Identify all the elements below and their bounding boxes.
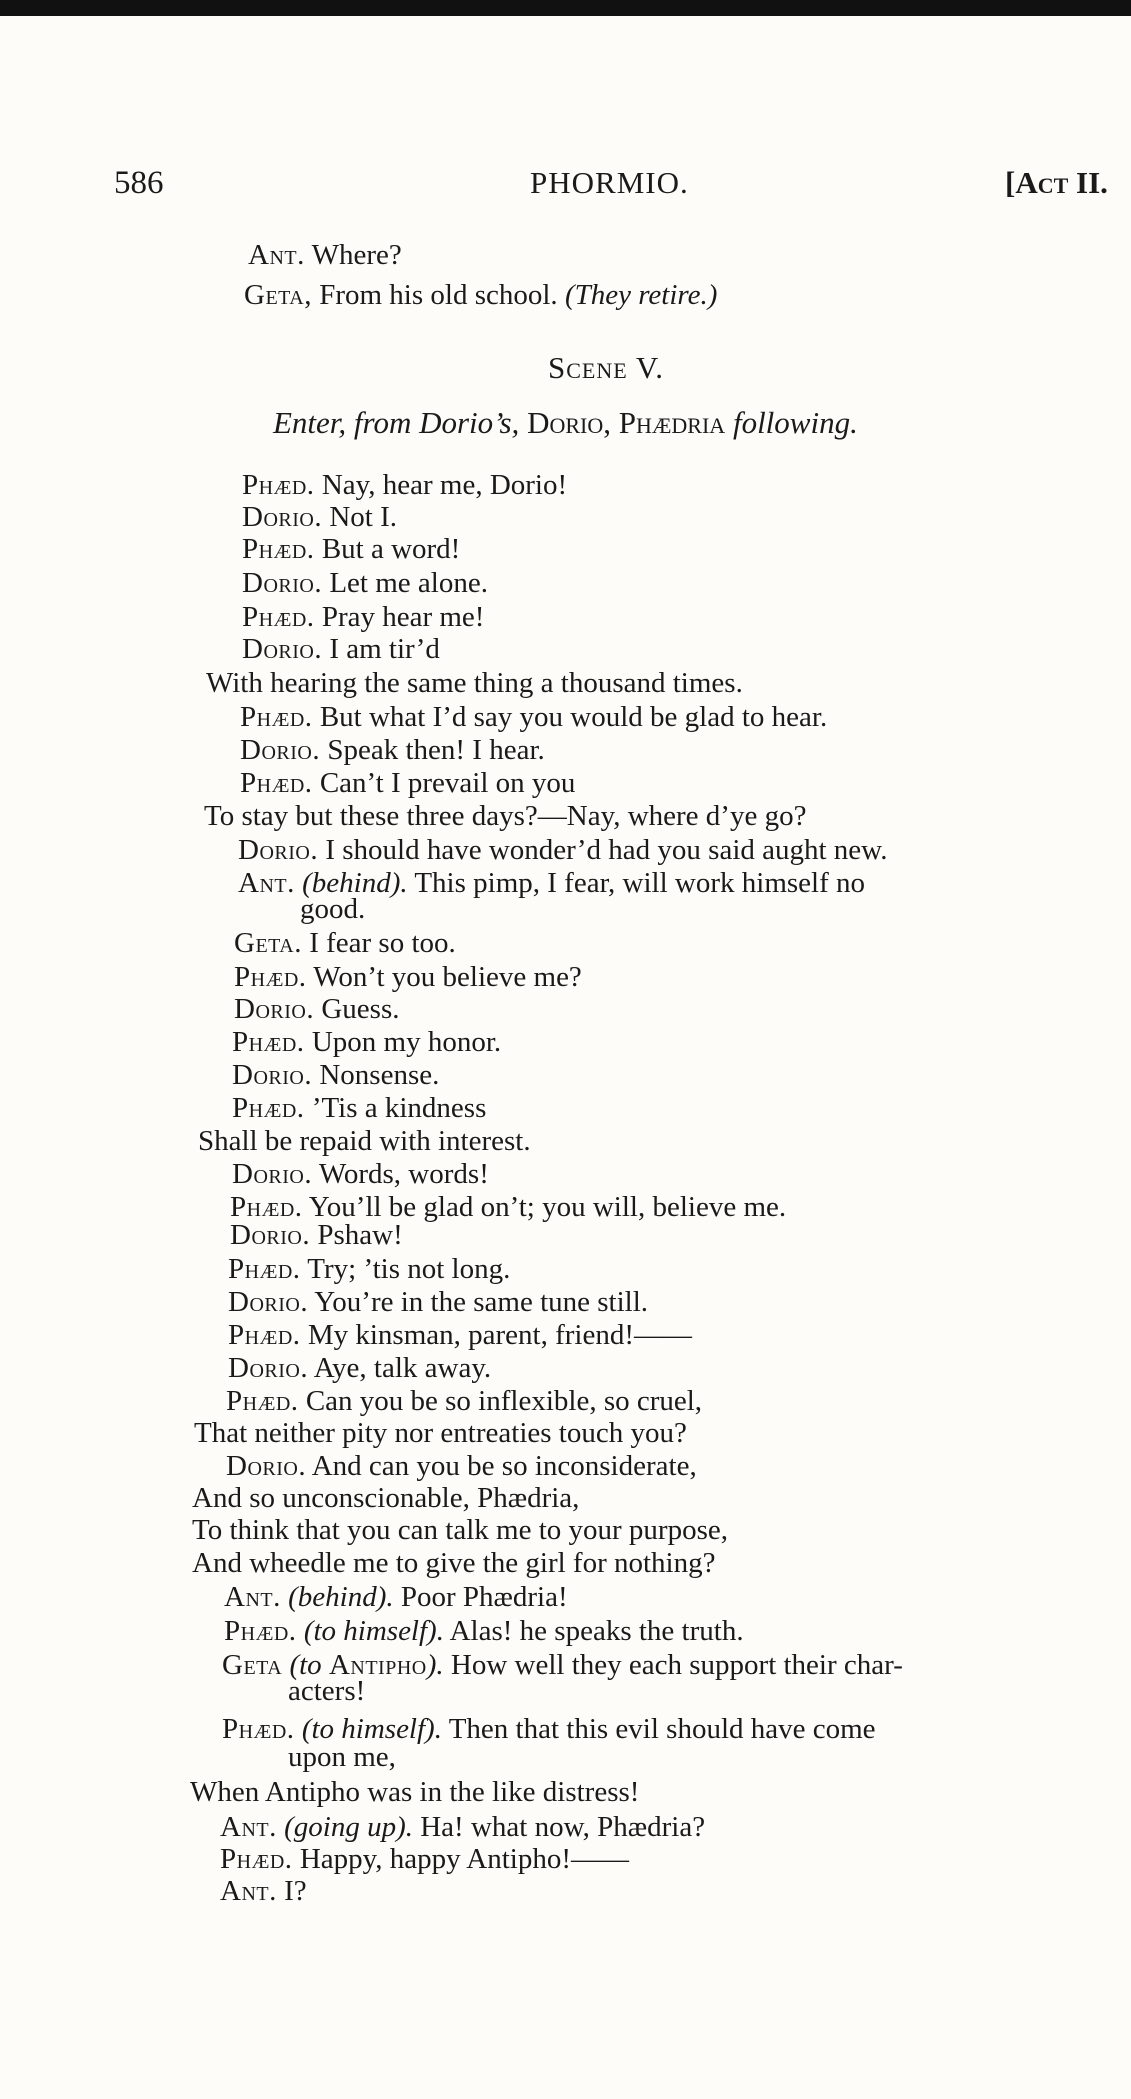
speaker-name: Geta	[222, 1649, 283, 1681]
dialogue-line	[224, 1580, 568, 1614]
dialogue-line	[228, 1285, 648, 1319]
speaker-name: Phæd.	[242, 601, 315, 633]
stage-direction: (behind).	[280, 1581, 394, 1613]
line-text: But a word!	[314, 533, 461, 565]
dialogue-line	[220, 1810, 705, 1844]
dialogue-line	[206, 666, 743, 700]
speaker-name: Ant.	[238, 867, 295, 899]
stage-direction: ).	[426, 1649, 444, 1681]
line-text: Where?	[304, 239, 402, 271]
line-text: Ha! what now, Phædria?	[412, 1811, 706, 1843]
speaker-name: Phæd.	[222, 1713, 295, 1745]
speaker-name: Dorio.	[228, 1352, 309, 1384]
dialogue-line	[240, 733, 545, 767]
line-text: I should have wonder’d had you said aught new.	[318, 834, 888, 866]
speaker-name: Geta.	[234, 927, 302, 959]
line-text: Pshaw!	[310, 1219, 403, 1251]
dialogue-line	[234, 960, 582, 994]
dialogue-line	[190, 1775, 639, 1809]
dialogue-line	[220, 1874, 307, 1908]
line-text: Speak then! I hear.	[320, 734, 545, 766]
speaker-name: Dorio.	[232, 1158, 313, 1190]
scene-heading: Scene V.	[548, 350, 665, 385]
speaker-name: Phæd.	[228, 1319, 301, 1351]
speaker-name: Phæd.	[220, 1843, 293, 1875]
line-text: Upon my honor.	[304, 1026, 502, 1058]
speaker-name: Dorio.	[238, 834, 319, 866]
line-text: good.	[300, 893, 366, 925]
line-text: Nay, hear me, Dorio!	[314, 469, 568, 501]
act-marker: [Act II.	[1005, 165, 1108, 200]
line-text: To think that you can talk me to your purpose,	[192, 1514, 728, 1546]
line-text: How well they each support their char-	[443, 1649, 903, 1681]
line-text: Try; ’tis not long.	[300, 1253, 511, 1285]
line-text: My kinsman, parent, friend!——	[300, 1319, 692, 1351]
dialogue-line	[240, 700, 827, 734]
line-text: Can you be so inflexible, so cruel,	[298, 1385, 703, 1417]
line-text: upon me,	[288, 1741, 396, 1773]
speaker-name: Antipho	[328, 1649, 427, 1681]
line-text: Can’t I prevail on you	[312, 767, 576, 799]
dialogue-line	[228, 1351, 491, 1385]
line-text: Shall be repaid with interest.	[198, 1125, 531, 1157]
line-text: That neither pity nor entreaties touch you?	[194, 1417, 687, 1449]
speaker-name: Dorio.	[234, 993, 315, 1025]
speaker-name: Phæd.	[232, 1026, 305, 1058]
line-text: Pray hear me!	[314, 601, 485, 633]
line-text: acters!	[288, 1675, 366, 1707]
speaker-name: Phæd.	[240, 767, 313, 799]
dialogue-line	[230, 1218, 403, 1252]
dialogue-line	[234, 992, 399, 1026]
dialogue-line	[228, 1318, 692, 1352]
dialogue-line	[232, 1025, 501, 1059]
dialogue-line	[240, 766, 575, 800]
entry-pre: Enter, from Dorio’s,	[273, 405, 520, 440]
speaker-name: Phæd.	[240, 701, 313, 733]
dialogue-line	[226, 1384, 702, 1418]
speaker-name: Dorio.	[242, 501, 323, 533]
dialogue-line	[192, 1481, 579, 1515]
stage-direction: (to himself).	[294, 1713, 442, 1745]
speaker-name: Phæd.	[234, 961, 307, 993]
line-text: But what I’d say you would be glad to hear.	[312, 701, 828, 733]
speaker-name: Phæd.	[242, 469, 315, 501]
dialogue-line	[228, 1252, 510, 1286]
speaker-name: Phæd.	[242, 533, 315, 565]
speaker-name: Phæd.	[226, 1385, 299, 1417]
dialogue-line	[288, 1740, 396, 1774]
speaker-name: Dorio.	[242, 567, 323, 599]
line-text: Guess.	[314, 993, 400, 1025]
stage-direction: (They retire.)	[564, 279, 718, 311]
entry-character-dorio: Dorio,	[527, 405, 611, 440]
dialogue-line	[192, 1513, 728, 1547]
stage-entry	[273, 405, 858, 441]
stage-direction: (behind).	[294, 867, 408, 899]
speaker-name: Geta,	[244, 279, 312, 311]
dialogue-line	[194, 1416, 687, 1450]
dialogue-line	[242, 600, 484, 634]
line-text: When Antipho was in the like distress!	[190, 1776, 640, 1808]
dialogue-line	[242, 468, 567, 502]
dialogue-line	[198, 1124, 531, 1158]
speaker-name: Dorio.	[230, 1219, 311, 1251]
line-text: I am tir’d	[322, 633, 440, 665]
speaker-name: Phæd.	[230, 1191, 303, 1223]
dialogue-line	[232, 1091, 486, 1125]
speaker-name: Dorio.	[242, 633, 323, 665]
dialogue-line	[232, 1157, 489, 1191]
dialogue-line	[242, 532, 460, 566]
dialogue-line	[242, 566, 488, 600]
dialogue-line	[226, 1449, 697, 1483]
stage-direction: (to himself).	[296, 1615, 444, 1647]
speaker-name: Phæd.	[228, 1253, 301, 1285]
line-text: ’Tis a kindness	[304, 1092, 487, 1124]
line-text: Not I.	[322, 501, 398, 533]
dialogue-line	[238, 833, 888, 867]
speaker-name: Dorio.	[240, 734, 321, 766]
entry-character-phaedria: Phædria	[618, 405, 726, 440]
dialogue-line	[192, 1546, 715, 1580]
speaker-name: Phæd.	[232, 1092, 305, 1124]
line-text: This pimp, I fear, will work himself no	[407, 867, 866, 899]
stage-direction: (going up).	[276, 1811, 413, 1843]
speaker-name: Dorio.	[226, 1450, 307, 1482]
line-text: With hearing the same thing a thousand times.	[206, 667, 743, 699]
speaker-name: Ant.	[224, 1581, 281, 1613]
page-number: 586	[114, 165, 164, 201]
line-text: From his old school.	[311, 279, 565, 311]
dialogue-line	[234, 926, 456, 960]
line-text: Aye, talk away.	[308, 1352, 492, 1384]
line-text: I?	[276, 1875, 307, 1907]
dialogue-line	[232, 1058, 439, 1092]
dialogue-line	[248, 238, 402, 272]
line-text: And wheedle me to give the girl for nothing?	[192, 1547, 716, 1579]
line-text: And can you be so inconsiderate,	[306, 1450, 697, 1482]
line-text: Happy, happy Antipho!——	[292, 1843, 629, 1875]
line-text: I fear so too.	[301, 927, 456, 959]
dialogue-line	[288, 1674, 365, 1708]
speaker-name: Dorio.	[232, 1059, 313, 1091]
scan-top-border	[0, 0, 1131, 16]
line-text: Words, words!	[312, 1158, 489, 1190]
dialogue-line	[300, 892, 365, 926]
line-text: Then that this evil should have come	[441, 1713, 876, 1745]
speaker-name: Ant.	[220, 1811, 277, 1843]
speaker-name: Phæd.	[224, 1615, 297, 1647]
running-title: PHORMIO.	[530, 165, 689, 200]
line-text: Nonsense.	[312, 1059, 440, 1091]
dialogue-line	[242, 500, 397, 534]
line-text: And so unconscionable, Phædria,	[192, 1482, 580, 1514]
line-text: Poor Phædria!	[393, 1581, 568, 1613]
dialogue-line	[204, 799, 806, 833]
stage-direction: (to	[282, 1649, 329, 1681]
line-text: You’ll be glad on’t; you will, believe me.	[302, 1191, 787, 1223]
line-text: To stay but these three days?—Nay, where d’ye go?	[204, 800, 807, 832]
dialogue-line	[242, 632, 440, 666]
line-text: Won’t you believe me?	[306, 961, 582, 993]
entry-post: following.	[732, 405, 858, 440]
dialogue-line	[224, 1614, 744, 1648]
speaker-name: Ant.	[248, 239, 305, 271]
line-text: Let me alone.	[322, 567, 488, 599]
speaker-name: Dorio.	[228, 1286, 309, 1318]
line-text: Alas! he speaks the truth.	[443, 1615, 744, 1647]
speaker-name: Ant.	[220, 1875, 277, 1907]
line-text: You’re in the same tune still.	[308, 1286, 649, 1318]
dialogue-line	[220, 1842, 629, 1876]
dialogue-line	[244, 278, 717, 312]
